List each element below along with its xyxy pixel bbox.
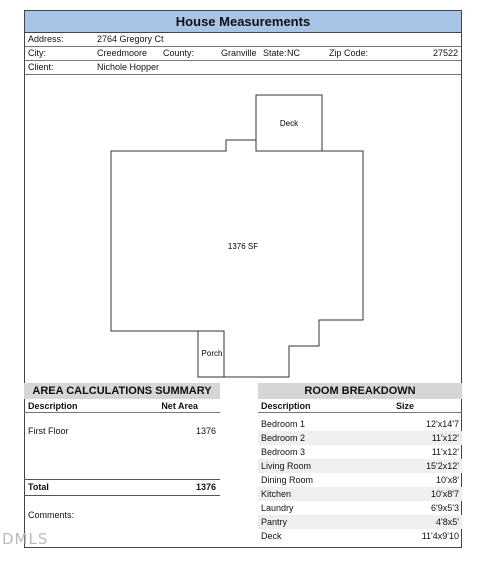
room-row	[258, 431, 462, 445]
area-summary-panel	[24, 383, 220, 548]
porch-label: Porch	[201, 349, 223, 358]
zip-label: Zip Code:	[329, 48, 369, 58]
client-value: Nichole Hopper	[97, 62, 160, 72]
room-row	[258, 473, 462, 487]
total-value: 1376	[195, 482, 216, 492]
room-size: 11'x12'	[431, 447, 459, 457]
county-value: Granville	[221, 48, 257, 58]
room-row	[258, 445, 462, 459]
room-col-description: Description	[261, 401, 311, 411]
room-size: 11'x12'	[431, 433, 459, 443]
county-label: County:	[163, 48, 195, 58]
area-summary-header	[24, 399, 220, 413]
room-breakdown-title: ROOM BREAKDOWN	[258, 383, 462, 399]
state-label: State:	[263, 48, 287, 58]
room-size: 15'2x12'	[426, 461, 459, 471]
room-name: Pantry	[261, 517, 288, 527]
comments-label: Comments:	[28, 510, 75, 520]
room-row	[258, 417, 462, 431]
room-name: Bedroom 1	[261, 419, 306, 429]
room-name: Bedroom 3	[261, 447, 306, 457]
room-row	[258, 487, 462, 501]
room-row	[258, 529, 462, 543]
city-label: City:	[28, 48, 46, 58]
room-row	[258, 459, 462, 473]
room-col-size: Size	[396, 401, 415, 411]
room-size: 6'9x5'3	[431, 503, 459, 513]
state-value: NC	[287, 48, 300, 58]
client-label: Client:	[28, 62, 54, 72]
room-name: Kitchen	[261, 489, 292, 499]
room-breakdown-header	[258, 399, 462, 413]
address-row	[25, 33, 461, 47]
room-size: 10'x8'7	[431, 489, 459, 499]
room-row	[258, 515, 462, 529]
address-value: 2764 Gregory Ct	[97, 34, 164, 44]
deck-label: Deck	[279, 119, 299, 128]
area-col-description: Description	[28, 401, 78, 411]
room-breakdown-panel	[258, 383, 462, 548]
total-label: Total	[28, 482, 49, 492]
total-divider	[24, 479, 220, 480]
area-row-description: First Floor	[28, 426, 69, 436]
area-row-net-area: 1376	[195, 426, 216, 436]
floor-plan-drawing	[25, 72, 461, 394]
room-size: 4'8x5'	[436, 517, 459, 527]
room-size: 11'4x9'10	[421, 531, 459, 541]
floor-plan	[25, 72, 461, 394]
zip-value: 27522	[432, 48, 458, 58]
room-name: Laundry	[261, 503, 294, 513]
room-name: Living Room	[261, 461, 312, 471]
area-label: 1376 SF	[227, 242, 259, 251]
city-value: Creedmoore	[97, 48, 148, 58]
room-name: Bedroom 2	[261, 433, 306, 443]
room-size: 12'x14'7	[426, 419, 459, 429]
sheet-title: House Measurements	[25, 11, 461, 33]
room-row	[258, 501, 462, 515]
area-summary-title: AREA CALCULATIONS SUMMARY	[24, 383, 220, 399]
watermark: DMLS	[2, 530, 49, 548]
total-divider-bottom	[24, 495, 220, 496]
room-size: 10'x8'	[436, 475, 459, 485]
city-row	[25, 47, 461, 61]
house-outline	[111, 140, 363, 377]
room-name: Dining Room	[261, 475, 314, 485]
area-col-net-area: Net Area	[161, 401, 198, 411]
room-name: Deck	[261, 531, 282, 541]
address-label: Address:	[28, 34, 64, 44]
